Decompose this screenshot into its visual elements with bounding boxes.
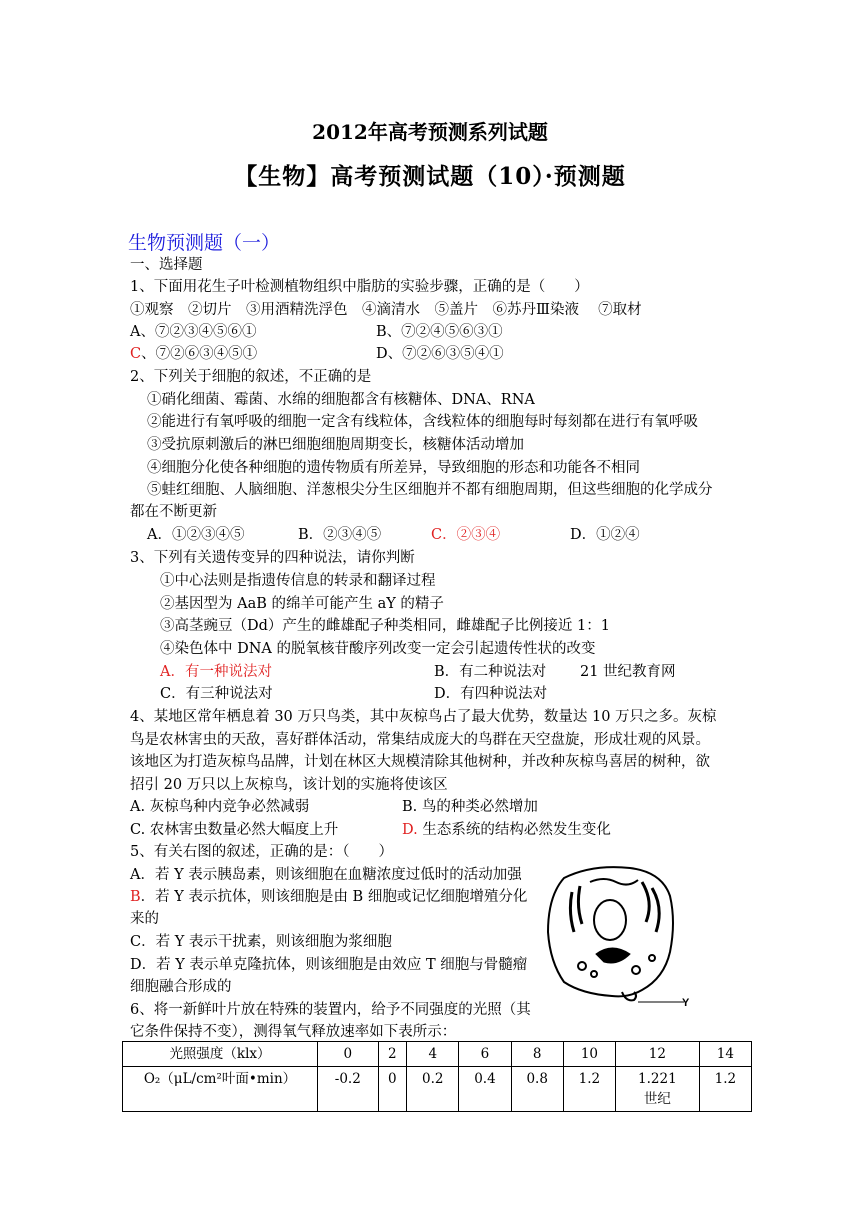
q4-option-d	[402, 820, 611, 840]
table-cell: 8	[511, 1042, 563, 1067]
secretory-cell-figure	[542, 862, 690, 1012]
q1-option-b: B、⑦②④⑤⑥③①	[376, 324, 503, 340]
q2-statement-4: ④细胞分化使各种细胞的遗传物质有所差异，导致细胞的形态和功能各不相同	[147, 460, 640, 476]
q2-statement-1: ①硝化细菌、霉菌、水绵的细胞都含有核糖体、DNA、RNA	[147, 392, 535, 408]
table-cell: 12	[616, 1042, 700, 1067]
q2-option-c: C．②③④	[431, 527, 501, 543]
q5-option-d: D．若 Y 表示单克隆抗体，则该细胞是由效应 T 细胞与骨髓瘤	[130, 957, 528, 973]
table-row-header: O₂（μL/cm²叶面•min）	[123, 1067, 318, 1112]
q1-stem: 1、下面用花生子叶检测植物组织中脂肪的实验步骤，正确的是（ ）	[130, 279, 589, 295]
q4-line-4: 招引 20 万只以上灰椋鸟，该计划的实施将使该区	[130, 777, 448, 793]
q4-line-1: 4、某地区常年栖息着 30 万只鸟类，其中灰椋鸟占了最大优势，数量达 10 万只之多。灰椋	[130, 709, 717, 725]
q3-statement-3: ③高茎豌豆（Dd）产生的雌雄配子种类相同，雌雄配子比例接近 1：1	[160, 618, 610, 634]
q3-option-b: B．有二种说法对	[434, 664, 547, 680]
table-cell: 10	[563, 1042, 615, 1067]
table-row-header: 光照强度（klx）	[123, 1042, 318, 1067]
table-cell	[616, 1067, 700, 1112]
q4-option-d-text: 生态系统的结构必然发生变化	[417, 822, 611, 838]
table-cell: 14	[699, 1042, 751, 1067]
q4-option-c: C. 农林害虫数量必然大幅度上升	[130, 822, 339, 838]
table-cell: 0.4	[459, 1067, 511, 1112]
table-cell: 0.8	[511, 1067, 563, 1112]
document-title: 2012年高考预测系列试题	[312, 120, 548, 144]
q3-option-a: A．有一种说法对	[160, 664, 272, 680]
table-cell: 4	[407, 1042, 459, 1067]
q1-option-a: A、⑦②③④⑤⑥①	[130, 324, 257, 340]
q6-line-2: 它条件保持不变），测得氧气释放速率如下表所示：	[130, 1024, 457, 1040]
table-cell: 1.2	[699, 1067, 751, 1112]
q2-option-d: D．①②④	[570, 527, 640, 543]
q5-option-b	[130, 887, 527, 907]
q2-option-b: B．②③④⑤	[298, 527, 382, 543]
figure-y-label: Y	[682, 997, 690, 1009]
q4-option-b: B. 鸟的种类必然增加	[402, 799, 538, 815]
table-cell-note: 世纪	[643, 1091, 671, 1107]
table-row	[123, 1042, 752, 1067]
q3-stem: 3、下列有关遗传变异的四种说法，请你判断	[130, 550, 415, 566]
section-title: 生物预测题（一）	[128, 232, 281, 254]
document-subtitle: 【生物】高考预测试题（10）·预测题	[234, 163, 626, 190]
q5-option-c: C．若 Y 表示干扰素，则该细胞为浆细胞	[130, 934, 392, 950]
q1-option-c-letter: C	[130, 346, 142, 362]
q4-option-d-letter: D.	[402, 822, 418, 838]
q2-statement-3: ③受抗原刺激后的淋巴细胞细胞周期变长，核糖体活动增加	[147, 437, 524, 453]
q4-line-3: 该地区为打造灰椋鸟品牌，计划在林区大规模清除其他树种，并改种灰椋鸟喜居的树种，欲	[130, 754, 710, 770]
q1-option-d: D、⑦②⑥③⑤④①	[376, 346, 504, 362]
q5-stem: 5、有关右图的叙述，正确的是：（ ）	[130, 844, 393, 860]
q3-option-c: C．有三种说法对	[160, 686, 273, 702]
table-cell: 0	[318, 1042, 379, 1067]
q4-line-2: 鸟是农林害虫的天敌，喜好群体活动，常集结成庞大的鸟群在天空盘旋，形成壮观的风景。	[130, 732, 710, 748]
part-heading: 一、选择题	[130, 257, 203, 273]
table-row	[123, 1067, 752, 1112]
q2-statement-2: ②能进行有氧呼吸的细胞一定含有线粒体，含线粒体的细胞每时每刻都在进行有氧呼吸	[147, 414, 698, 430]
q5-option-d-cont: 细胞融合形成的	[130, 979, 232, 995]
q2-stem: 2、下列关于细胞的叙述，不正确的是	[130, 369, 372, 385]
q2-statement-5-cont: 都在不断更新	[130, 504, 217, 520]
q3-statement-4: ④染色体中 DNA 的脱氧核苷酸序列改变一定会引起遗传性状的改变	[160, 641, 596, 657]
q1-option-c-text: 、⑦②⑥③④⑤①	[141, 346, 258, 362]
table-cell: 2	[378, 1042, 407, 1067]
q6-line-1: 6、将一新鲜叶片放在特殊的装置内，给予不同强度的光照（其	[130, 1002, 531, 1018]
table-cell: 6	[459, 1042, 511, 1067]
q2-statement-5: ⑤蛙红细胞、人脑细胞、洋葱根尖分生区细胞并不都有细胞周期，但这些细胞的化学成分	[147, 482, 713, 498]
q5-option-a: A．若 Y 表示胰岛素，则该细胞在血糖浓度过低时的活动加强	[130, 867, 522, 883]
q5-option-b-text: ．若 Y 表示抗体，则该细胞是由 B 细胞或记忆细胞增殖分化	[140, 889, 528, 905]
q3-watermark: 21 世纪教育网	[580, 664, 676, 680]
q4-option-a: A. 灰椋鸟种内竞争必然减弱	[130, 799, 310, 815]
q1-option-c	[130, 344, 257, 364]
light-o2-table	[122, 1041, 752, 1112]
q2-option-a: A．①②③④⑤	[147, 527, 245, 543]
q5-option-b-cont: 来的	[130, 911, 159, 927]
q3-option-d: D．有四种说法对	[434, 686, 548, 702]
q5-option-b-letter: B	[130, 889, 141, 905]
table-cell: 0	[378, 1067, 407, 1112]
q3-statement-2: ②基因型为 AaB 的绵羊可能产生 aY 的精子	[160, 596, 444, 612]
table-cell: 0.2	[407, 1067, 459, 1112]
q1-steps: ①观察 ②切片 ③用酒精洗浮色 ④滴清水 ⑤盖片 ⑥苏丹Ⅲ染液 ⑦取材	[130, 302, 642, 318]
q3-statement-1: ①中心法则是指遗传信息的转录和翻译过程	[160, 573, 436, 589]
table-cell-value: 1.221	[638, 1071, 677, 1087]
table-cell: 1.2	[563, 1067, 615, 1112]
table-cell: -0.2	[318, 1067, 379, 1112]
